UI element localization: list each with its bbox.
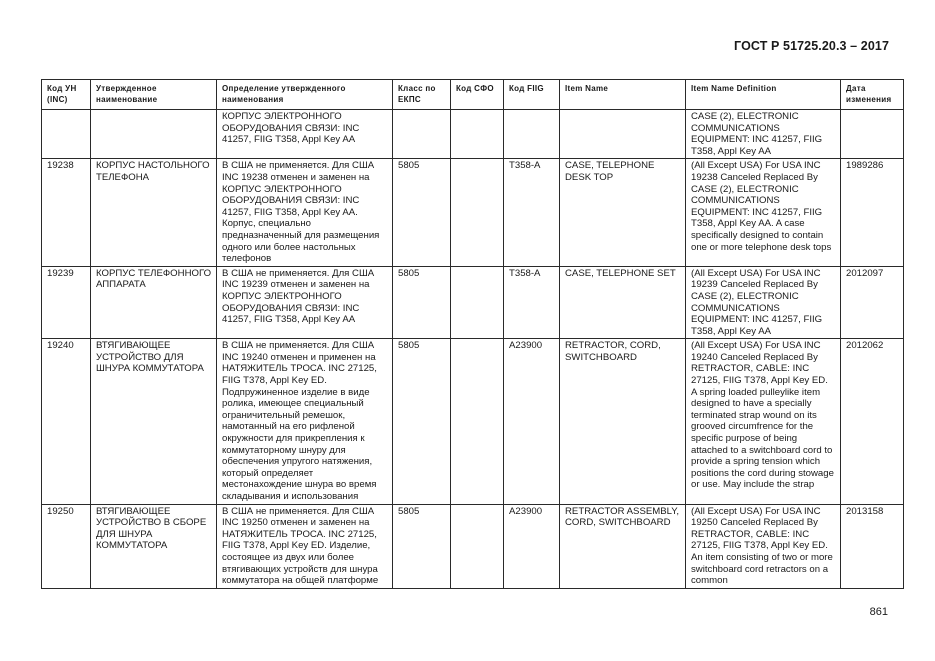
cell-approved-name: КОРПУС НАСТОЛЬНОГО ТЕЛЕФОНА <box>91 159 217 266</box>
cell-class-ekps: 5805 <box>393 159 451 266</box>
cell-item-name: RETRACTOR, CORD, SWITCHBOARD <box>560 339 686 504</box>
cell-approved-name <box>91 110 217 159</box>
cell-code-sfo <box>451 504 504 588</box>
cell-definition: В США не применяется. Для США INC 19240 отменен и применен на НАТЯЖИТЕЛЬ ТРОСА. INC 27125, FIIG T378, Appl Key ED. Подпружиненное изделие в виде ролика, имеющее специальный ограничительный ремешок, намотанный на его рифленой окружности для прикрепления к коммутаторному шнуру для обеспечения упругого натяжения, который определяет местонахождение шнура во время складывания и использования <box>217 339 393 504</box>
table-row <box>42 266 904 339</box>
column-header-item-name: Item Name <box>560 80 686 110</box>
cell-date: 1989286 <box>841 159 904 266</box>
cell-definition: В США не применяется. Для США INC 19238 отменен и заменен на КОРПУС ЭЛЕКТРОННОГО ОБОРУДОВАНИЯ СВЯЗИ: INC 41257, FIIG T358, Appl Key AA. Корпус, специально предназначенный для размещения одного или более настольных телефонов <box>217 159 393 266</box>
cell-item-name: CASE, TELEPHONE DESK TOP <box>560 159 686 266</box>
cell-approved-name: ВТЯГИВАЮЩЕЕ УСТРОЙСТВО ДЛЯ ШНУРА КОММУТАТОРА <box>91 339 217 504</box>
cell-definition: В США не применяется. Для США INC 19239 отменен и заменен на КОРПУС ЭЛЕКТРОННОГО ОБОРУДОВАНИЯ СВЯЗИ: INC 41257, FIIG T358, Appl Key AA <box>217 266 393 339</box>
table-row <box>42 159 904 266</box>
table-header-row <box>42 80 904 110</box>
cell-code-sfo <box>451 159 504 266</box>
cell-code-fiig: A23900 <box>504 504 560 588</box>
cell-class-ekps: 5805 <box>393 266 451 339</box>
cell-item-name-definition: (All Except USA) For USA INC 19250 Canceled Replaced By RETRACTOR, CABLE: INC 27125, FIIG T378, Appl Key ED. An item consisting of two or more switchboard cord retractors on a common <box>686 504 841 588</box>
cell-inc: 19238 <box>42 159 91 266</box>
cell-code-sfo <box>451 339 504 504</box>
cell-date: 2013158 <box>841 504 904 588</box>
cell-inc: 19239 <box>42 266 91 339</box>
column-header-class-ekps: Класс по ЕКПС <box>393 80 451 110</box>
column-header-inc: Код УН (INC) <box>42 80 91 110</box>
document-code: ГОСТ Р 51725.20.3 – 2017 <box>734 39 889 53</box>
cell-item-name: CASE, TELEPHONE SET <box>560 266 686 339</box>
cell-item-name <box>560 110 686 159</box>
cell-code-sfo <box>451 266 504 339</box>
table-row <box>42 339 904 504</box>
cell-code-fiig: A23900 <box>504 339 560 504</box>
cell-date <box>841 110 904 159</box>
cell-date: 2012062 <box>841 339 904 504</box>
cell-inc: 19250 <box>42 504 91 588</box>
column-header-code-fiig: Код FIIG <box>504 80 560 110</box>
cell-class-ekps: 5805 <box>393 339 451 504</box>
cell-code-fiig: T358-A <box>504 266 560 339</box>
column-header-code-sfo: Код СФО <box>451 80 504 110</box>
cell-item-name-definition: (All Except USA) For USA INC 19239 Canceled Replaced By CASE (2), ELECTRONIC COMMUNICATIONS EQUIPMENT: INC 41257, FIIG T358, Appl Key AA <box>686 266 841 339</box>
cell-code-sfo <box>451 110 504 159</box>
cell-inc: 19240 <box>42 339 91 504</box>
cell-item-name-definition: (All Except USA) For USA INC 19240 Canceled Replaced By RETRACTOR, CABLE: INC 27125, FIIG T378, Appl Key ED. A spring loaded pulleylike item designed to have a specially terminated strap wound on its grooved circumfrence for the specific purpose of being attached to a switchboard cord to provide a spring tension which positions the cord during stowage or use. May include the strap <box>686 339 841 504</box>
cell-definition: КОРПУС ЭЛЕКТРОННОГО ОБОРУДОВАНИЯ СВЯЗИ: INC 41257, FIIG T358, Appl Key AA <box>217 110 393 159</box>
catalog-table <box>41 79 904 589</box>
cell-inc <box>42 110 91 159</box>
table-row <box>42 504 904 588</box>
cell-class-ekps: 5805 <box>393 504 451 588</box>
cell-date: 2012097 <box>841 266 904 339</box>
cell-definition: В США не применяется. Для США INC 19250 отменен и заменен на НАТЯЖИТЕЛЬ ТРОСА. INC 27125, FIIG T378, Appl Key ED. Изделие, состоящее из двух или более втягивающих устройств для шнура коммутатора на общей платформе <box>217 504 393 588</box>
column-header-approved-name: Утвержденное наименование <box>91 80 217 110</box>
cell-class-ekps <box>393 110 451 159</box>
column-header-definition: Определение утвержденного наименования <box>217 80 393 110</box>
cell-item-name: RETRACTOR ASSEMBLY, CORD, SWITCHBOARD <box>560 504 686 588</box>
cell-approved-name: ВТЯГИВАЮЩЕЕ УСТРОЙСТВО В СБОРЕ ДЛЯ ШНУРА КОММУТАТОРА <box>91 504 217 588</box>
cell-code-fiig: T358-A <box>504 159 560 266</box>
cell-item-name-definition: (All Except USA) For USA INC 19238 Canceled Replaced By CASE (2), ELECTRONIC COMMUNICATIONS EQUIPMENT: INC 41257, FIIG T358, Appl Key AA. A case specifically designed to contain one or more telephone desk tops <box>686 159 841 266</box>
cell-code-fiig <box>504 110 560 159</box>
column-header-item-name-definition: Item Name Definition <box>686 80 841 110</box>
column-header-date: Дата изменения <box>841 80 904 110</box>
table-row <box>42 110 904 159</box>
page-number: 861 <box>869 606 888 618</box>
cell-approved-name: КОРПУС ТЕЛЕФОННОГО АППАРАТА <box>91 266 217 339</box>
cell-item-name-definition: CASE (2), ELECTRONIC COMMUNICATIONS EQUIPMENT: INC 41257, FIIG T358, Appl Key AA <box>686 110 841 159</box>
